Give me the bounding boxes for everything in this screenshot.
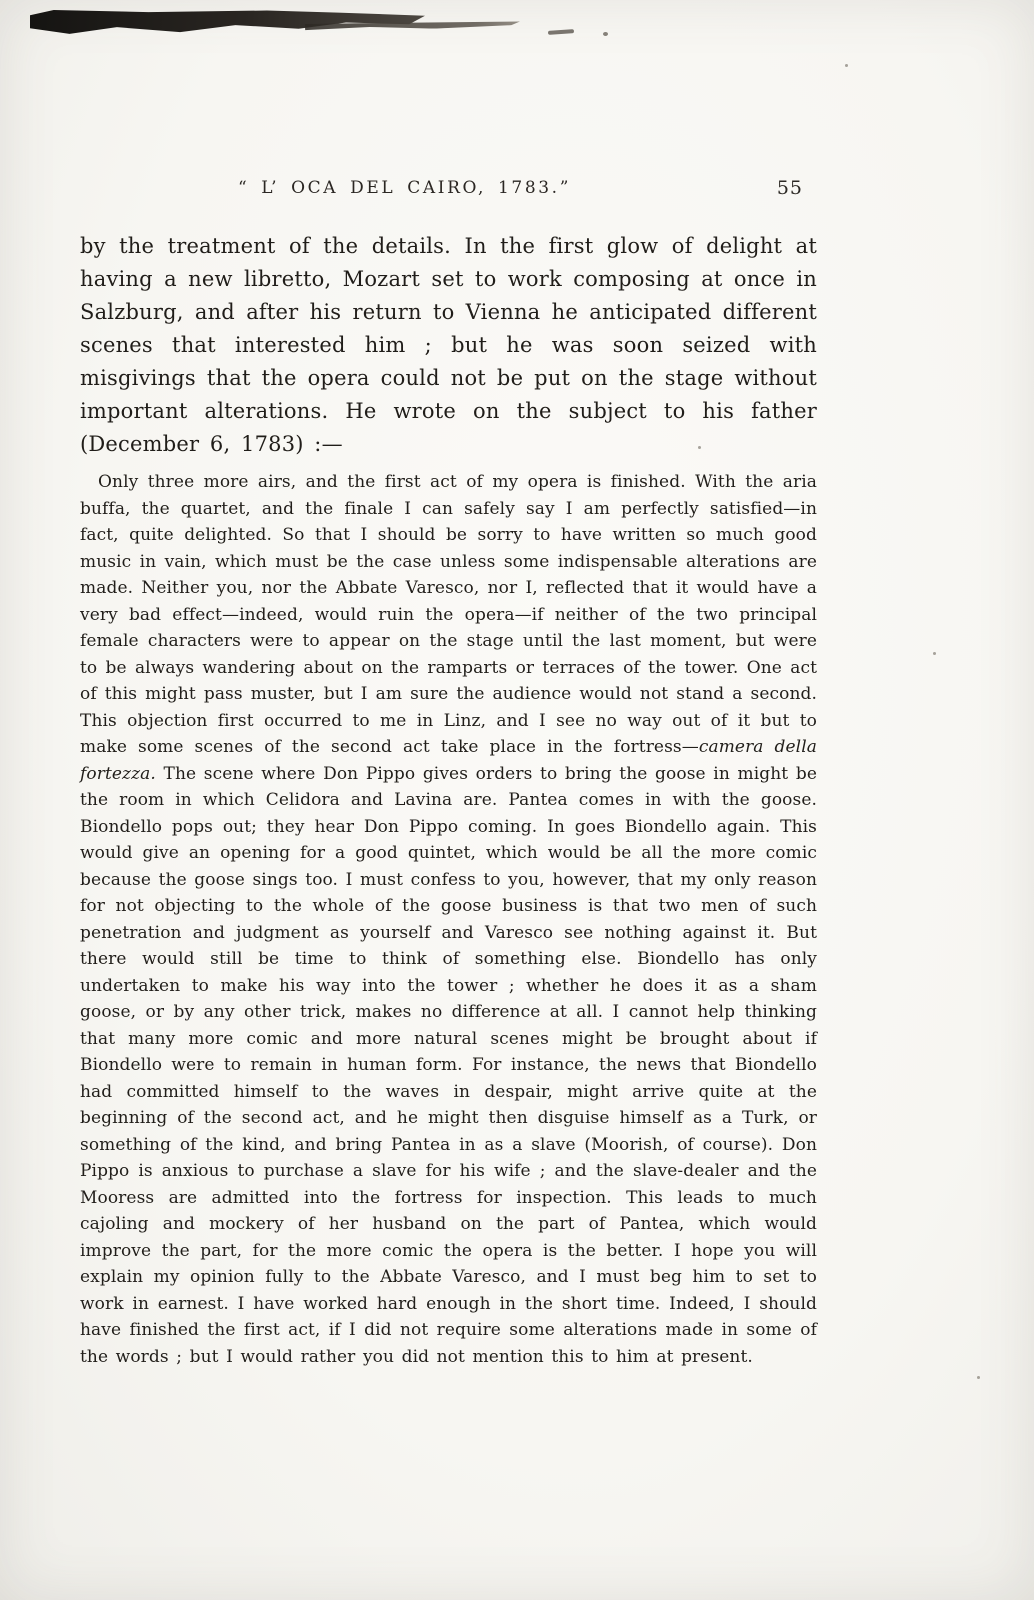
page-header (80, 178, 817, 222)
scan-artifact-bar (30, 10, 425, 36)
scan-artifact-dash (548, 29, 574, 35)
letter-quote-italic: camera della fortezza. (80, 737, 817, 784)
letter-quote (80, 469, 817, 1370)
body-paragraph: by the treatment of the details. In the first glow of delight at having a new libretto, Mozart set to work composing at once in Salzburg, and after his return to Vienna he anticipated different scenes that interested him ; but he was soon seized with misgivings that the opera could not be put on the stage without important alterations. He wrote on the subject to his father (December 6, 1783) :— (80, 234, 817, 456)
letter-quote-part1: Only three more airs, and the first act of my opera is finished. With the aria buffa, the quartet, and the finale I can safely say I am perfectly satisfied—in fact, quite delighted. So that I should be sorry to have written so much good music in vain, which must be the case unless some indispensable alterations are made. Neither you, nor the Abbate Varesco, nor I, reflected that it would have a very bad effect—indeed, would ruin the opera—if neither of the two principal female characters were to appear on the stage until the last moment, but were to be always wandering about on the ramparts or terraces of the tower. One act of this might pass muster, but I am sure the audience would not stand a second. This objection first occurred to me in Linz, and I see no way out of it but to make some scenes of the second act take place in the fortress— (80, 472, 817, 757)
running-title: “ L’ OCA DEL CAIRO, 1783.” (238, 178, 571, 198)
letter-quote-part2: The scene where Don Pippo gives orders to bring the goose in might be the room in which Celidora and Lavina are. Pantea comes in with the goose. Biondello pops out; they hear Don Pippo coming. In goes Biondello again. This would give an opening for a good quintet, which would be all the more comic because the goose sings too. I must confess to you, however, that my only reason for not objecting to the whole of the goose business is that two men of such penetration and judgment as yourself and Varesco see nothing against it. But there would still be time to think of something else. Biondello has only undertaken to make his way into the tower ; whether he does it as a sham goose, or by any other trick, makes no difference at all. I cannot help thinking that many more comic and more natural scenes might be brought about if Biondello were to remain in human form. For instance, the news that Biondello had committed himself to the waves in despair, might arrive quite at the beginning of the second act, and he might then disguise himself as a Turk, or something of the kind, and bring Pantea in as a slave (Moorish, of course). Don Pippo is anxious to purchase a slave for his wife ; and the slave-dealer and the Mooress are admitted into the fortress for inspection. This leads to much cajoling and mockery of her husband on the part of Pantea, which would improve the part, for the more comic the opera is the better. I hope you will explain my opinion fully to the Abbate Varesco, and I must beg him to set to work in earnest. I have worked hard enough in the short time. Indeed, I should have finished the first act, if I did not require some alterations made in some of the words ; but I would rather you did not mention this to him at present. (80, 763, 817, 1367)
scan-artifact-dot (603, 32, 608, 36)
scan-speck (977, 1376, 980, 1379)
page-number: 55 (776, 177, 803, 199)
scan-speck (933, 652, 936, 655)
text-block (80, 178, 817, 1370)
scan-speck (845, 64, 848, 67)
